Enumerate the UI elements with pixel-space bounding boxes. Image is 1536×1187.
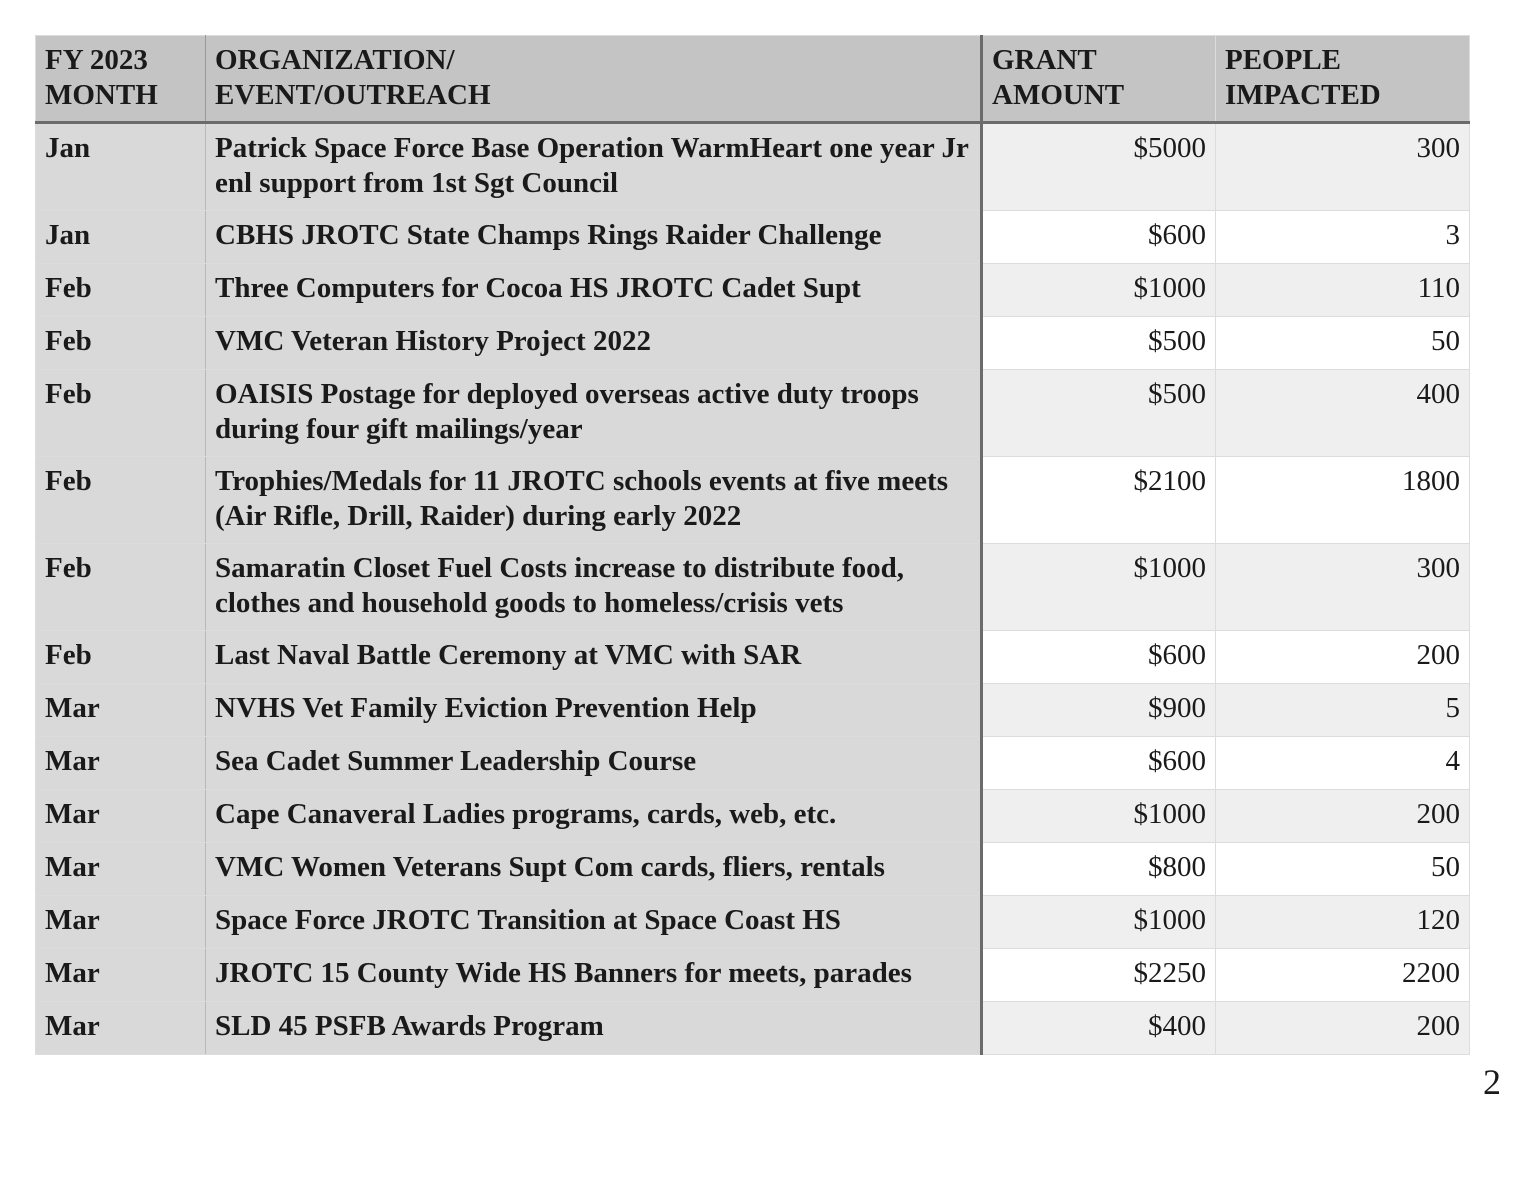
cell-people-impacted: 300 bbox=[1216, 123, 1470, 211]
cell-people-impacted: 300 bbox=[1216, 544, 1470, 631]
grants-table bbox=[35, 35, 1470, 1055]
cell-month: Mar bbox=[36, 1002, 206, 1055]
cell-organization: Samaratin Closet Fuel Costs increase to distribute food, clothes and household goods to homeless/crisis vets bbox=[206, 544, 982, 631]
cell-month: Mar bbox=[36, 790, 206, 843]
cell-grant-amount: $1000 bbox=[982, 790, 1216, 843]
cell-month: Feb bbox=[36, 370, 206, 457]
cell-month: Feb bbox=[36, 317, 206, 370]
cell-people-impacted: 200 bbox=[1216, 790, 1470, 843]
table-row bbox=[36, 684, 1470, 737]
table-row bbox=[36, 317, 1470, 370]
header-month: FY 2023 MONTH bbox=[36, 36, 206, 123]
cell-organization: Cape Canaveral Ladies programs, cards, web, etc. bbox=[206, 790, 982, 843]
table-row bbox=[36, 631, 1470, 684]
table-row bbox=[36, 211, 1470, 264]
cell-people-impacted: 50 bbox=[1216, 317, 1470, 370]
header-organization: ORGANIZATION/ EVENT/OUTREACH bbox=[206, 36, 982, 123]
table-row bbox=[36, 896, 1470, 949]
cell-people-impacted: 4 bbox=[1216, 737, 1470, 790]
cell-organization: Last Naval Battle Ceremony at VMC with SAR bbox=[206, 631, 982, 684]
cell-organization: CBHS JROTC State Champs Rings Raider Challenge bbox=[206, 211, 982, 264]
cell-month: Jan bbox=[36, 211, 206, 264]
cell-organization: Three Computers for Cocoa HS JROTC Cadet Supt bbox=[206, 264, 982, 317]
cell-month: Mar bbox=[36, 896, 206, 949]
cell-organization: JROTC 15 County Wide HS Banners for meets, parades bbox=[206, 949, 982, 1002]
cell-grant-amount: $600 bbox=[982, 631, 1216, 684]
cell-people-impacted: 110 bbox=[1216, 264, 1470, 317]
cell-people-impacted: 200 bbox=[1216, 631, 1470, 684]
cell-grant-amount: $1000 bbox=[982, 544, 1216, 631]
cell-grant-amount: $800 bbox=[982, 843, 1216, 896]
cell-people-impacted: 5 bbox=[1216, 684, 1470, 737]
table-header-row bbox=[36, 36, 1470, 123]
table-row bbox=[36, 457, 1470, 544]
cell-organization: VMC Women Veterans Supt Com cards, fliers, rentals bbox=[206, 843, 982, 896]
cell-month: Feb bbox=[36, 631, 206, 684]
cell-month: Mar bbox=[36, 949, 206, 1002]
cell-grant-amount: $600 bbox=[982, 737, 1216, 790]
table-row bbox=[36, 264, 1470, 317]
cell-people-impacted: 2200 bbox=[1216, 949, 1470, 1002]
cell-organization: NVHS Vet Family Eviction Prevention Help bbox=[206, 684, 982, 737]
table-row bbox=[36, 370, 1470, 457]
cell-grant-amount: $5000 bbox=[982, 123, 1216, 211]
cell-grant-amount: $1000 bbox=[982, 896, 1216, 949]
cell-people-impacted: 1800 bbox=[1216, 457, 1470, 544]
cell-month: Feb bbox=[36, 264, 206, 317]
cell-grant-amount: $900 bbox=[982, 684, 1216, 737]
page-number: 2 bbox=[1483, 1062, 1501, 1102]
cell-month: Jan bbox=[36, 123, 206, 211]
cell-organization: Sea Cadet Summer Leadership Course bbox=[206, 737, 982, 790]
table-row bbox=[36, 790, 1470, 843]
cell-grant-amount: $2100 bbox=[982, 457, 1216, 544]
cell-organization: Patrick Space Force Base Operation WarmHeart one year Jr enl support from 1st Sgt Council bbox=[206, 123, 982, 211]
cell-organization: VMC Veteran History Project 2022 bbox=[206, 317, 982, 370]
cell-month: Mar bbox=[36, 684, 206, 737]
table-row bbox=[36, 123, 1470, 211]
table-row bbox=[36, 544, 1470, 631]
cell-month: Mar bbox=[36, 737, 206, 790]
cell-grant-amount: $2250 bbox=[982, 949, 1216, 1002]
cell-people-impacted: 3 bbox=[1216, 211, 1470, 264]
table-row bbox=[36, 1002, 1470, 1055]
cell-month: Mar bbox=[36, 843, 206, 896]
cell-month: Feb bbox=[36, 544, 206, 631]
cell-organization: OAISIS Postage for deployed overseas active duty troops during four gift mailings/year bbox=[206, 370, 982, 457]
header-people-impacted: PEOPLE IMPACTED bbox=[1216, 36, 1470, 123]
cell-people-impacted: 120 bbox=[1216, 896, 1470, 949]
cell-people-impacted: 50 bbox=[1216, 843, 1470, 896]
cell-people-impacted: 400 bbox=[1216, 370, 1470, 457]
cell-grant-amount: $500 bbox=[982, 317, 1216, 370]
header-grant-amount: GRANT AMOUNT bbox=[982, 36, 1216, 123]
cell-people-impacted: 200 bbox=[1216, 1002, 1470, 1055]
cell-organization: Trophies/Medals for 11 JROTC schools events at five meets (Air Rifle, Drill, Raider) during early 2022 bbox=[206, 457, 982, 544]
table-row bbox=[36, 949, 1470, 1002]
table-row bbox=[36, 843, 1470, 896]
table-row bbox=[36, 737, 1470, 790]
cell-grant-amount: $400 bbox=[982, 1002, 1216, 1055]
cell-grant-amount: $1000 bbox=[982, 264, 1216, 317]
cell-grant-amount: $500 bbox=[982, 370, 1216, 457]
cell-organization: Space Force JROTC Transition at Space Coast HS bbox=[206, 896, 982, 949]
cell-month: Feb bbox=[36, 457, 206, 544]
cell-organization: SLD 45 PSFB Awards Program bbox=[206, 1002, 982, 1055]
cell-grant-amount: $600 bbox=[982, 211, 1216, 264]
